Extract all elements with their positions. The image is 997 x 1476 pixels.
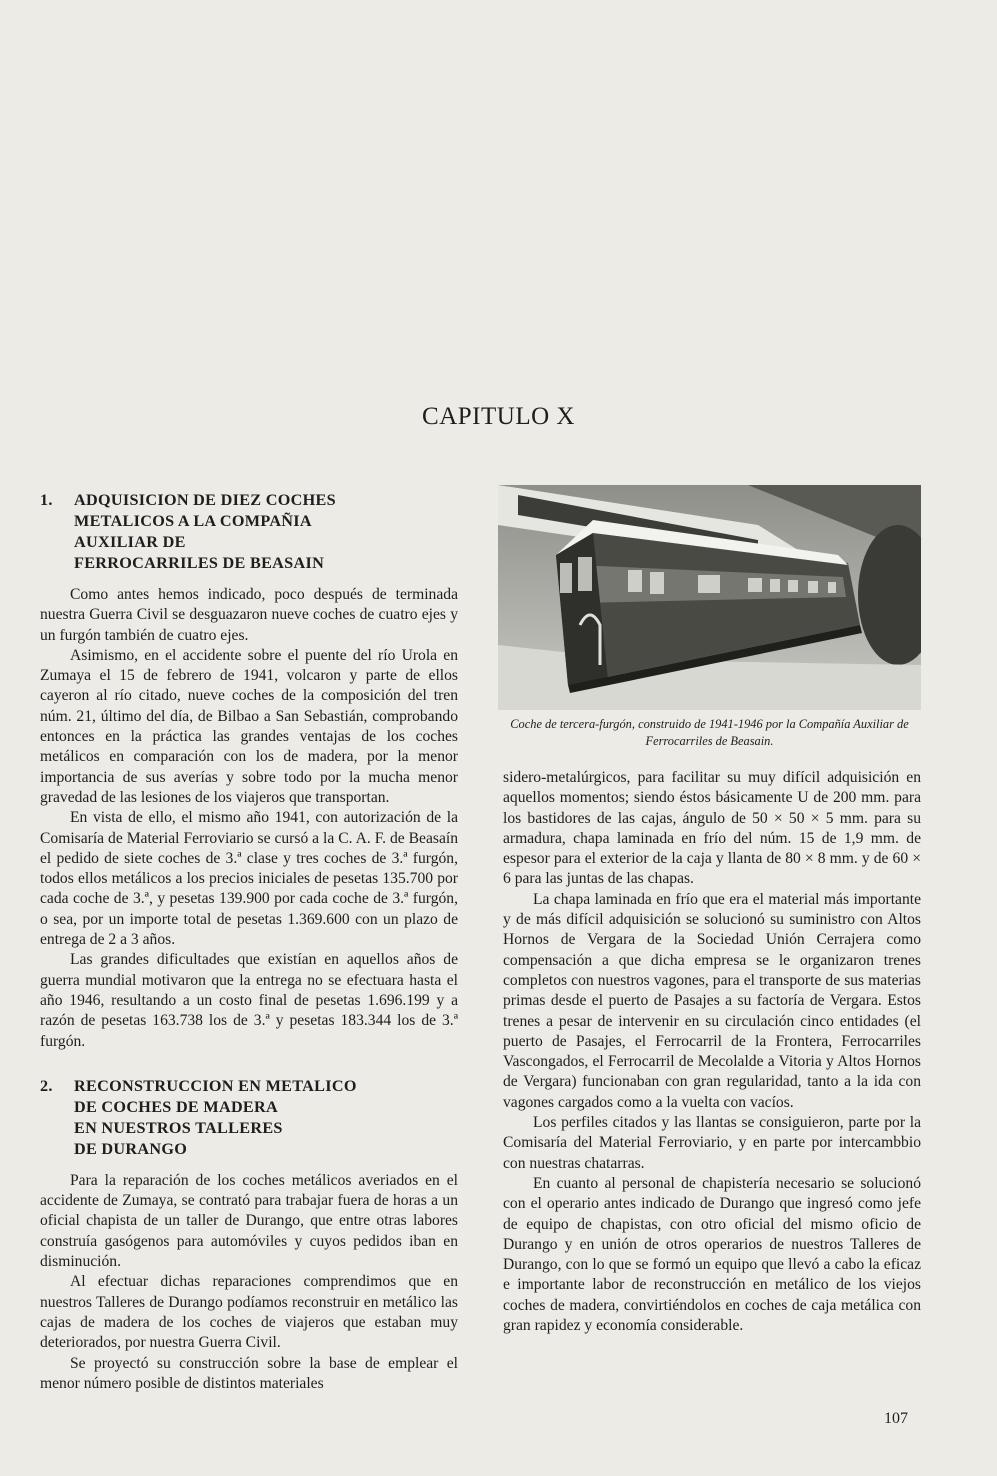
section-1-paragraph: En vista de ello, el mismo año 1941, con autorización de la Comisaría de Material Ferroviario se cursó a la C. A. F. de Beasaín el pedido de siete coches de 3.ª clase y tres coches de 3.ª furgón, todos ellos metálicos a los precios iniciales de pesetas 135.700 por cada coche de 3.ª, y pesetas 139.900 por cada coche de 3.ª furgón, o sea, por un importe total de pesetas 1.369.600 con un plazo de entrega de 2 a 3 años.	[40, 809, 458, 949]
section-1-title-line: FERROCARRILES DE BEASAIN	[74, 554, 325, 572]
section-1-title-line: AUXILIAR DE	[74, 533, 186, 551]
figure-caption: Coche de tercera-furgón, construido de 1941-1946 por la Compañía Auxiliar de Ferrocarriles de Beasain.	[510, 717, 909, 748]
section-1-title-line: METALICOS A LA COMPAÑIA	[74, 512, 312, 530]
section-2-title-line: DE DURANGO	[74, 1139, 188, 1158]
section-2-heading	[40, 1076, 458, 1160]
chapter-title: CAPITULO X	[422, 403, 575, 430]
section-2-paragraph: Se proyectó su construcción sobre la base de emplear el menor número posible de distintos materiales	[40, 1354, 458, 1392]
left-column	[40, 490, 458, 1394]
right-column-continuation: sidero-metalúrgicos, para facilitar su muy difícil adquisición en aquellos momentos; siendo éstos básicamente U de 200 mm. para los bastidores de las cajas, ángulo de 50 × 50 × 5 mm. para su armadura, chapa laminada en frío del núm. 15 de 1,9 mm. de espesor para el exterior de la caja y llanta de 80 × 8 mm. y de 60 × 6 para las juntas de las chapas.	[503, 769, 921, 888]
section-2-title	[74, 1076, 458, 1160]
right-column	[503, 768, 921, 1336]
section-2-title-line: EN NUESTROS TALLERES	[74, 1118, 283, 1137]
section-2-title-line: RECONSTRUCCION EN METALICO	[74, 1076, 357, 1095]
section-2-title-line: DE COCHES DE MADERA	[74, 1097, 279, 1116]
railway-car-photo-illustration	[498, 485, 921, 710]
right-column-paragraph: Los perfiles citados y las llantas se consiguieron, parte por la Comisaría del Material Ferroviario, y en parte por intercambbio con nuestras chatarras.	[503, 1114, 921, 1172]
railway-car-photo	[498, 485, 921, 710]
figure	[498, 485, 921, 750]
section-1-number: 1.	[40, 491, 53, 509]
section-1-title-line: ADQUISICION DE DIEZ COCHES	[74, 491, 336, 509]
right-column-paragraph: La chapa laminada en frío que era el material más importante y de más difícil adquisición se solucionó su suministro con Altos Hornos de Vergara de la Sociedad Unión Cerrajera como compensación a que dicha empresa se le organizaron trenes completos con nuestros vagones, para el transporte de sus materias primas desde el puerto de Pasajes a su factoría de Vergara. Estos trenes a pesar de intervenir en su circulación cinco entidades (el puerto de Pasajes, el Ferrocarril de la Frontera, Ferrocarriles Vascongados, el Ferrocarril de Mecolalde a Vitoria y Altos Hornos de Vergara) funcionaban con gran regularidad, tanto a la ida con vagones cargados como a la vuelta con vacíos.	[503, 890, 921, 1111]
section-2-paragraph: Para la reparación de los coches metálicos averiados en el accidente de Zumaya, se contrató para trabajar fuera de horas a un oficial chapista de un taller de Durango, que entre otras labores construía gasógenos para automóviles y cuyos pedidos iban en disminución.	[40, 1171, 458, 1271]
page-number: 107	[884, 1410, 908, 1427]
section-1-paragraph: Como antes hemos indicado, poco después de terminada nuestra Guerra Civil se desguazaron nueve coches de cuatro ejes y un furgón también de cuatro ejes.	[40, 586, 458, 644]
right-column-paragraph: En cuanto al personal de chapistería necesario se solucionó con el operario antes indicado de Durango que ingresó como jefe de equipo de chapistas, con otro oficial del mismo oficio de Durango y en unión de otros operarios de nuestros Talleres de Durango, con lo que se formó un equipo que llevó a cabo la eficaz e importante labor de reconstrucción en metálico de los viejos coches de madera, convirtiéndolos en coches de caja metálica con gran rapidez y economía considerable.	[503, 1174, 921, 1335]
section-2-number: 2.	[40, 1076, 53, 1095]
section-1-title	[74, 490, 458, 574]
section-1-paragraph: Asimismo, en el accidente sobre el puente del río Urola en Zumaya el 15 de febrero de 1941, volcaron y parte de ellos cayeron al río citado, nueve coches de la composición del tren núm. 21, último del día, de Bilbao a San Sebastián, comprobando entonces en la práctica las grandes ventajas de los coches metálicos en comparación con los de madera, por la menor importancia de sus averías y sobre todo por la mucha menor gravedad de las lesiones de los viajeros que transportan.	[40, 646, 458, 806]
section-1-heading	[40, 490, 458, 574]
section-2-paragraph: Al efectuar dichas reparaciones comprendimos que en nuestros Talleres de Durango podíamos reconstruir en metálico las cajas de madera de los coches de viajeros que estaban muy deteriorados, por nuestra Guerra Civil.	[40, 1273, 458, 1352]
section-1-paragraph: Las grandes dificultades que existían en aquellos años de guerra mundial motivaron que la entrega no se efectuara hasta el año 1946, resultando a un costo final de pesetas 1.696.199 y a razón de pesetas 163.738 los de 3.ª y pesetas 183.344 los de 3.ª furgón.	[40, 951, 458, 1050]
